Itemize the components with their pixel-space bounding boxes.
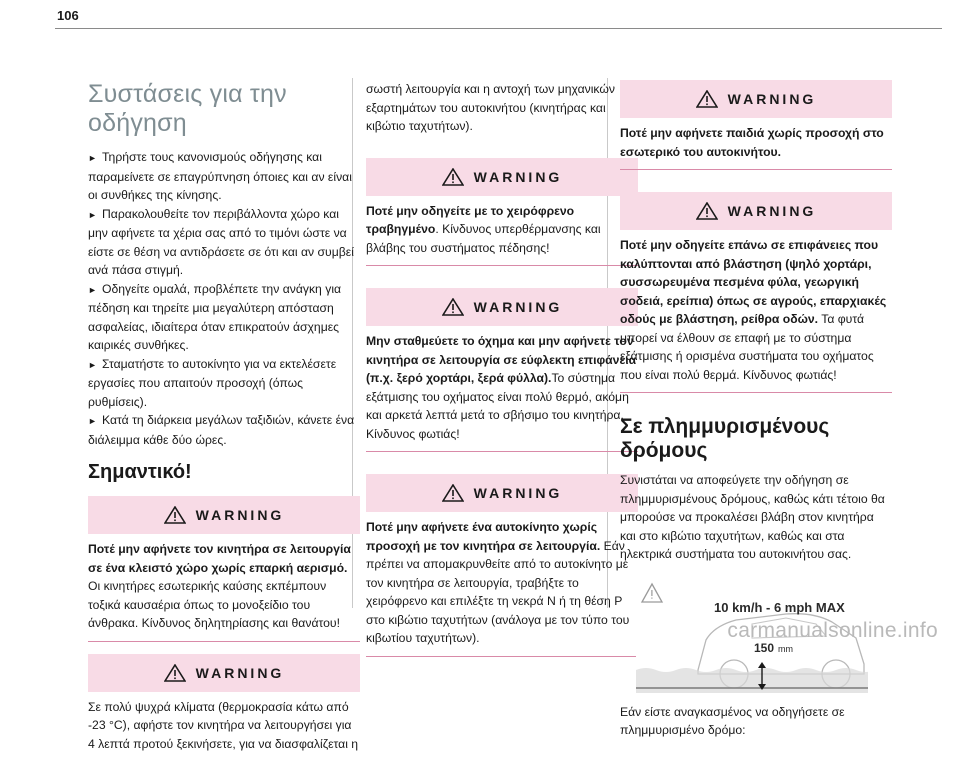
warning-label: WARNING — [195, 507, 285, 523]
warning-header — [620, 80, 892, 118]
warning-box — [620, 80, 892, 170]
warning-triangle-icon — [164, 664, 186, 682]
warning-triangle-icon — [164, 506, 186, 524]
list-item: ► Κατά τη διάρκεια μεγάλων ταξιδιών, κάνετε ένα διάλειμμα κάθε δύο ώρες. — [88, 413, 355, 447]
warning-triangle-icon — [442, 298, 464, 316]
warning-text: Μην σταθμεύετε το όχημα και μην αφήνετε τον κινητήρα σε λειτουργία σε εύφλεκτη επιφάνεια (π.χ. ξερό χορτάρι, ξερά φύλλα).Το σύστημα εξάτμισης του οχήματος είναι πολύ θερμό, ακόμη και αρκετά λεπτά μετά το σβήσιμο του κινητήρα. Κίνδυνος φωτιάς! — [366, 326, 638, 452]
important-heading: Σημαντικό! — [88, 461, 192, 483]
warning-header — [366, 288, 638, 326]
warning-text: Ποτέ μην αφήνετε τον κινητήρα σε λειτουργία σε ένα κλειστό χώρο χωρίς επαρκή αερισμό. Οι κινητήρες εσωτερικής καύσης εκπέμπουν τοξικά καυσαέρια όπως το μονοξείδιο του άνθρακα. Κίνδυνος δηλητηρίασης και θανάτου! — [88, 534, 360, 642]
continued-text: σωστή λειτουργία και η αντοχή των μηχανικών εξαρτημάτων του αυτοκινήτου (κινητήρας και κιβώτιο ταχυτήτων). — [366, 82, 615, 133]
warning-header — [620, 192, 892, 230]
warning-header — [88, 654, 360, 692]
flood-paragraph: Συνιστάται να αποφεύγετε την οδήγηση σε πλημμυρισμένους δρόμους, καθώς κάτι τέτοιο θα μπορούσε να προκαλέσει βλάβη στον κινητήρα και στο κιβώτιο ταχυτήτων, καθώς και στα ηλεκτρικά συστήματα του αυτοκινήτου σας. — [620, 473, 885, 561]
warning-text: Ποτέ μην οδηγείτε επάνω σε επιφάνειες που καλύπτονται από βλάστηση (ψηλό χορτάρι, συσσωρευμένα πεσμένα φύλα, γεωργική σοδειά, ερείπια) όπως σε αγρούς, επαρχιακές οδούς με βλάστηση, ρείθρα οδών. Τα φυτά μπορεί να έλθουν σε επαφή με το σύστημα εξάτμισης ή ορισμένα συστήματα του οχήματος που είναι πολύ θερμά. Κίνδυνος φωτιάς! — [620, 230, 892, 393]
warning-triangle-icon — [696, 90, 718, 108]
section-title: Συστάσεις για την οδήγηση — [88, 80, 287, 137]
warning-box — [366, 474, 638, 657]
flood-section-title: Σε πλημμυρισμένους δρόμους — [620, 415, 830, 462]
warning-header — [88, 496, 360, 534]
warning-label: WARNING — [473, 299, 563, 315]
list-item: ► Οδηγείτε ομαλά, προβλέπετε την ανάγκη για πέδηση και τηρείτε μια μεγαλύτερη απόσταση ασφαλείας, ιδιαίτερα όταν επικρατούν άσχημες καιρικές συνθήκες. — [88, 281, 342, 352]
warning-box — [88, 654, 360, 762]
warning-header — [366, 158, 638, 196]
after-figure-text: Εάν είστε αναγκασμένος να οδηγήσετε σε πλημμυρισμένο δρόμο: — [620, 704, 845, 737]
warning-text: Ποτέ μην αφήνετε ένα αυτοκίνητο χωρίς προσοχή με τον κινητήρα σε λειτουργία. Εάν πρέπει να απομακρυνθείτε από το αυτοκίνητο με τον κινητήρα σε λειτουργία, τραβήξτε το χειρόφρενο και επιλέξτε τη νεκρά N ή τη θέση P στο κιβώτιο ταχυτήτων (ανάλογα με τον τύπο του κιβωτίου ταχυτήτων). — [366, 512, 638, 657]
bullet-list — [88, 148, 360, 449]
depth-value: 150 — [754, 640, 775, 655]
header-rule — [55, 28, 942, 29]
warning-triangle-icon — [442, 168, 464, 186]
warning-label: WARNING — [473, 168, 563, 185]
arrow-bullet-icon: ► — [88, 284, 97, 295]
warning-label: WARNING — [195, 664, 285, 681]
warning-box — [88, 496, 360, 642]
warning-box — [366, 158, 638, 267]
water-surface — [636, 668, 868, 693]
warning-label: WARNING — [727, 203, 817, 219]
arrow-bullet-icon: ► — [88, 416, 97, 426]
watermark: carmanualsonline.info — [727, 619, 938, 642]
list-item: ► Τηρήστε τους κανονισμούς οδήγησης και παραμείνετε σε επαγρύπνηση όποιες και αν είναι οι συνθήκες της κίνησης. — [88, 150, 352, 202]
list-item: ► Παρακολουθείτε τον περιβάλλοντα χώρο και μην αφήνετε τα χέρια σας από το τιμόνι ώστε να είστε σε θέση να αντιδράσετε σε ότι και αν συμβεί ανά πάσα στιγμή. — [88, 206, 354, 277]
warning-box — [366, 288, 638, 452]
warning-box — [620, 192, 892, 393]
warning-label: WARNING — [473, 485, 563, 501]
arrow-bullet-icon: ► — [88, 359, 97, 370]
warning-text: Σε πολύ ψυχρά κλίματα (θερμοκρασία κάτω από -23 °C), αφήστε τον κινητήρα να λειτουργήσει για 4 λεπτά προτού ξεκινήσετε, για να διασφαλίζεται η — [88, 699, 359, 751]
warning-text: Ποτέ μην οδηγείτε με το χειρόφρενο τραβηγμένο. Κίνδυνος υπερθέρμανσης και βλάβης του συστήματος πέδησης! — [366, 196, 638, 267]
column-1 — [88, 80, 360, 773]
warning-triangle-icon — [442, 484, 464, 502]
list-item: ► Σταματήστε το αυτοκίνητο για να εκτελέσετε εργασίες που απαιτούν προσοχή (όπως ρυθμίσεις). — [88, 356, 337, 409]
warning-triangle-icon — [696, 202, 718, 220]
warning-label: WARNING — [727, 91, 817, 107]
column-2 — [366, 80, 638, 669]
arrow-bullet-icon: ► — [88, 209, 97, 220]
speed-limit-label: 10 km/h - 6 mph MAX — [714, 599, 845, 615]
warning-text: Ποτέ μην αφήνετε παιδιά χωρίς προσοχή στο εσωτερικό του αυτοκινήτου. — [620, 118, 892, 170]
arrow-bullet-icon: ► — [88, 153, 97, 163]
depth-unit: mm — [778, 643, 793, 654]
page-number: 106 — [57, 8, 79, 23]
warning-header — [366, 474, 638, 512]
